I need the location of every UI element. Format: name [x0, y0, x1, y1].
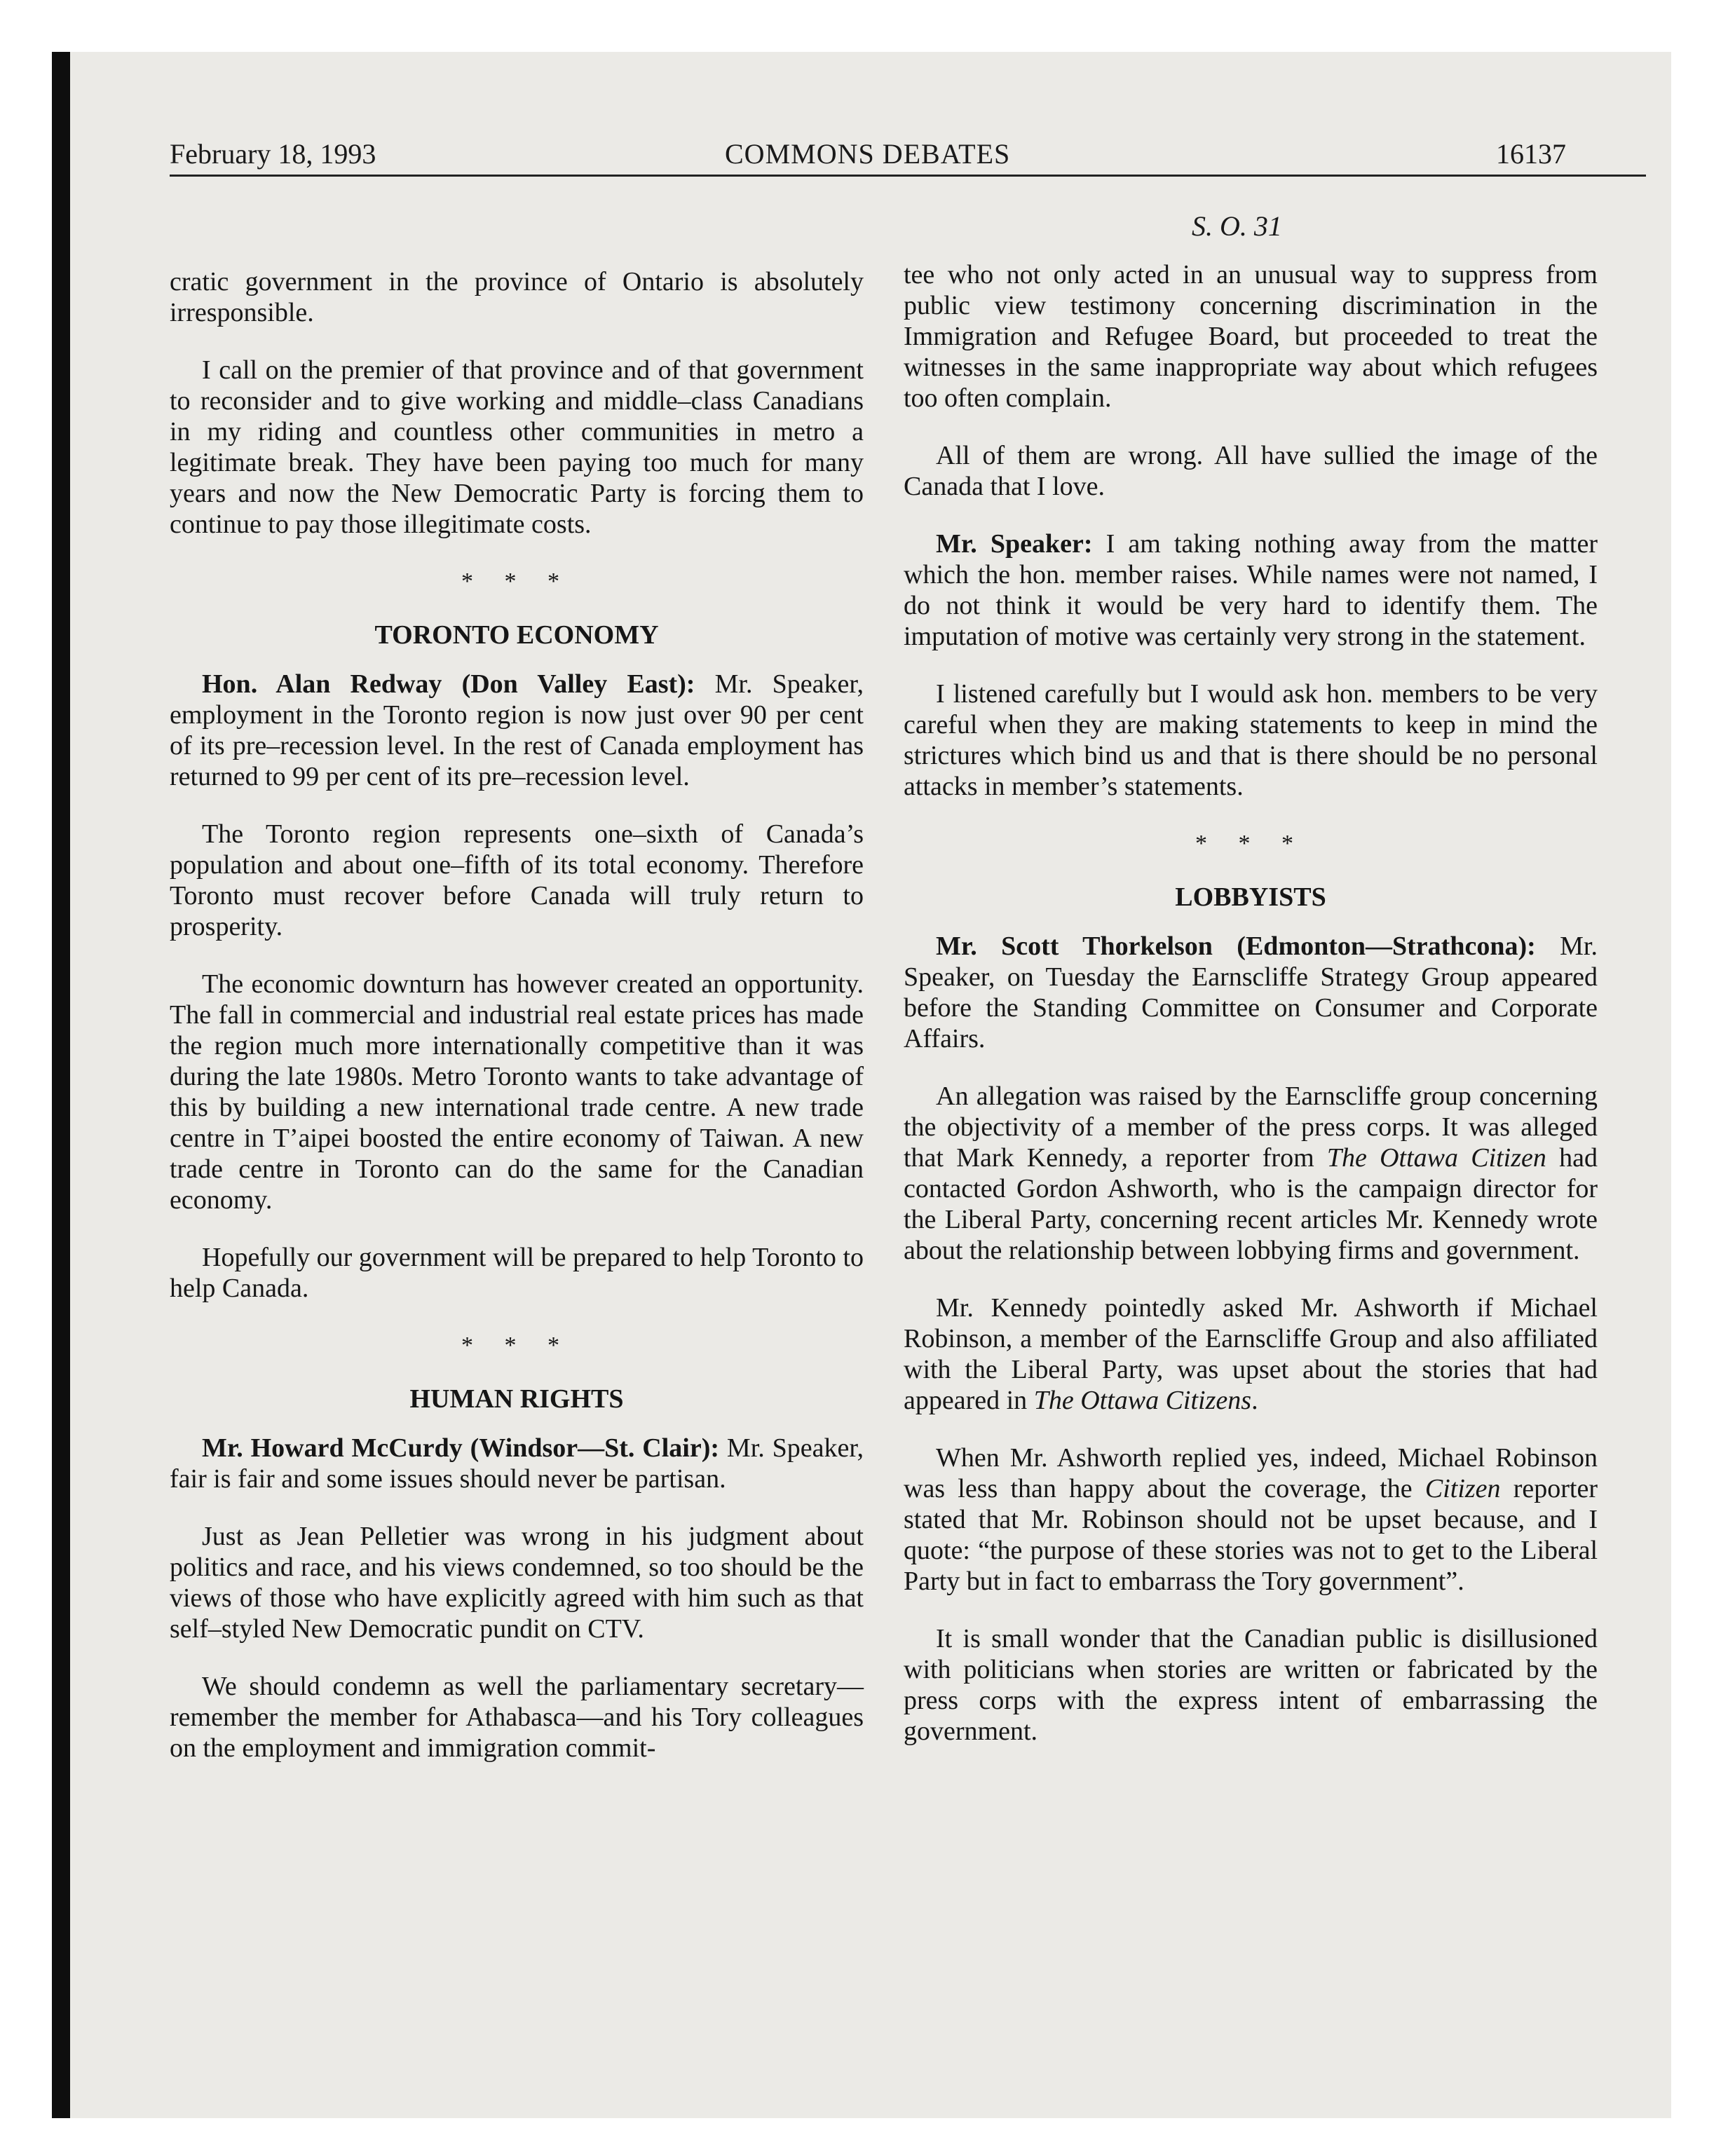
- paragraph: [904, 931, 1598, 1054]
- header-title: COMMONS DEBATES: [725, 138, 1011, 170]
- paragraph: [170, 1433, 864, 1494]
- paragraph: I call on the premier of that province and of that government to reconsider and to give working and middle–class Canadians in my riding and countless other communities in metro a legitimate break. They have been paying too much for many years and now the New Democratic Party is forcing them to continue to pay those illegitimate costs.: [170, 355, 864, 539]
- paragraph: [170, 669, 864, 792]
- section-heading: TORONTO ECONOMY: [374, 620, 659, 650]
- scanned-page: [52, 52, 1671, 2118]
- paragraph: [904, 528, 1598, 652]
- section-separator: * * *: [1195, 831, 1306, 857]
- paragraph: Just as Jean Pelletier was wrong in his judgment about politics and race, and his views condemned, so too should be the views of those who have explicitly agreed with him such as that self–styled New Democratic pundit on CTV.: [170, 1522, 864, 1644]
- publication-title: Citizen: [1424, 1474, 1501, 1503]
- section-heading: LOBBYISTS: [1175, 882, 1326, 912]
- speech-text: Mr. Speaker, on Tuesday the Earnscliffe Strategy Group appeared before the Standing Committee on Consumer and Corporate Affairs.: [904, 932, 1598, 1053]
- paragraph: The Toronto region represents one–sixth of Canada’s population and about one–fifth of its total economy. Therefore Toronto must recover before Canada will truly return to prosperity.: [170, 819, 864, 941]
- right-column: [904, 259, 1598, 1773]
- speech-text: I am taking nothing away from the matter which the hon. member raises. While names were not named, I do not think it would be very hard to identify them. The imputation of motive was certainly very strong in the statement.: [904, 529, 1598, 651]
- publication-title: The Ottawa Citizens: [1033, 1386, 1252, 1415]
- paragraph: [904, 1081, 1598, 1266]
- speaker-name: Hon. Alan Redway (Don Valley East):: [202, 669, 695, 699]
- speaker-name: Mr. Howard McCurdy (Windsor—St. Clair):: [202, 1433, 720, 1463]
- paragraph: Hopefully our government will be prepared to help Toronto to help Canada.: [170, 1243, 864, 1303]
- speaker-name: Mr. Speaker:: [936, 529, 1093, 559]
- section-marker: S. O. 31: [1192, 210, 1282, 242]
- publication-title: The Ottawa Citizen: [1326, 1143, 1546, 1173]
- speech-text: Mr. Speaker, fair is fair and some issues should never be partisan.: [170, 1433, 864, 1494]
- speech-text: reporter stated that Mr. Robinson should not be upset because, and I quote: “the purpose of these stories was not to get to the Liberal Party but in fact to embarrass the Tory government”.: [904, 1474, 1598, 1596]
- speech-text: An allegation was raised by the Earnscliffe group concerning the objectivity of a member of the press corps. It was alleged that Mark Kennedy, a reporter from: [904, 1082, 1598, 1173]
- speaker-name: Mr. Scott Thorkelson (Edmonton—Strathcona):: [936, 932, 1536, 961]
- section-separator: * * *: [461, 1332, 572, 1358]
- paragraph: tee who not only acted in an unusual way to suppress from public view testimony concerning discrimination in the Immigration and Refugee Board, but proceeded to treat the witnesses in the same inappropriate way about which refugees too often complain.: [904, 260, 1598, 413]
- speech-text: When Mr. Ashworth replied yes, indeed, Michael Robinson was less than happy about the coverage, the: [904, 1443, 1598, 1503]
- paragraph: We should condemn as well the parliamentary secretary—remember the member for Athabasca—and his Tory colleagues on the employment and immigration commit-: [170, 1672, 864, 1763]
- paragraph: [904, 1442, 1598, 1597]
- paragraph: All of them are wrong. All have sullied the image of the Canada that I love.: [904, 441, 1598, 501]
- speech-text: Mr. Speaker, employment in the Toronto region is now just over 90 per cent of its pre–recession level. In the rest of Canada employment has returned to 99 per cent of its pre–recession level.: [170, 669, 864, 791]
- speech-text: Mr. Kennedy pointedly asked Mr. Ashworth if Michael Robinson, a member of the Earnscliffe Group and also affiliated with the Liberal Party, was upset about the stories that had appeared in: [904, 1293, 1598, 1415]
- section-separator: * * *: [461, 568, 572, 594]
- header-page-number: 16137: [1496, 138, 1566, 170]
- left-column: [170, 266, 864, 1790]
- header-date: February 18, 1993: [170, 138, 376, 170]
- speech-text: had contacted Gordon Ashworth, who is the campaign director for the Liberal Party, concerning recent articles Mr. Kennedy wrote about the relationship between lobbying firms and government.: [904, 1143, 1598, 1265]
- paragraph: cratic government in the province of Ontario is absolutely irresponsible.: [170, 267, 864, 327]
- paragraph: [904, 1292, 1598, 1416]
- header-rule: [170, 175, 1646, 177]
- paragraph: The economic downturn has however created an opportunity. The fall in commercial and industrial real estate prices has made the region much more internationally competitive than it was during the late 1980s. Metro Toronto wants to take advantage of this by building a new international trade centre. A new trade centre in T’aipei boosted the entire economy of Taiwan. A new trade centre in Toronto can do the same for the Canadian economy.: [170, 969, 864, 1215]
- binding-edge: [52, 52, 70, 2118]
- speech-text: .: [1251, 1386, 1258, 1415]
- paragraph: It is small wonder that the Canadian public is disillusioned with politicians when stories are written or fabricated by the press corps with the express intent of embarrassing the government.: [904, 1624, 1598, 1746]
- section-heading: HUMAN RIGHTS: [409, 1384, 624, 1414]
- paragraph: I listened carefully but I would ask hon. members to be very careful when they are making statements to keep in mind the strictures which bind us and that is there should be no personal attacks in member’s statements.: [904, 679, 1598, 801]
